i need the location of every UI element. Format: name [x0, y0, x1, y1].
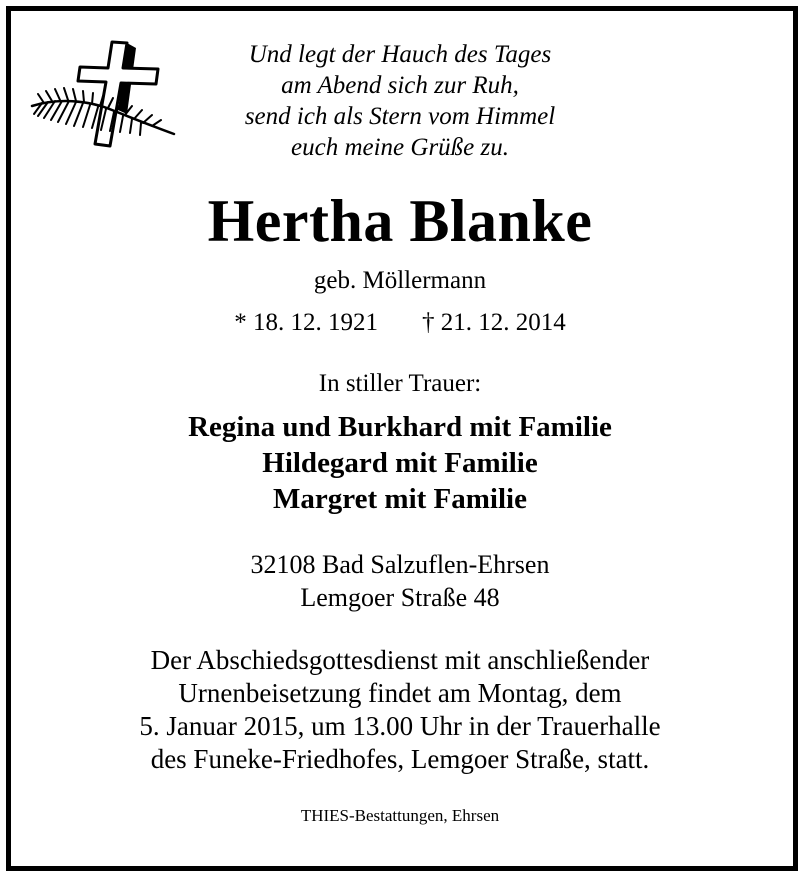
mourner-entry: Hildegard mit Familie: [262, 447, 538, 479]
address: [0, 548, 800, 614]
poem: [190, 39, 610, 163]
mourner-entry: Regina und Burkhard mit Familie: [188, 411, 612, 443]
poem-line: am Abend sich zur Ruh,: [281, 72, 519, 99]
deceased-name: Hertha Blanke: [207, 188, 593, 254]
poem-line: euch meine Grüße zu.: [291, 134, 509, 161]
death-date: † 21. 12. 2014: [422, 309, 566, 336]
poem-line: send ich als Stern vom Himmel: [244, 103, 556, 130]
service-notice-line: 5. Januar 2015, um 13.00 Uhr in der Trauerhalle: [139, 711, 661, 741]
birth-date: * 18. 12. 1921: [234, 309, 378, 336]
service-notice-line: Der Abschiedsgottesdienst mit anschließender: [150, 645, 650, 675]
life-dates: [0, 306, 800, 340]
mourner-entry: Margret mit Familie: [273, 483, 527, 515]
service-notice-line: des Funeke-Friedhofes, Lemgoer Straße, statt.: [150, 744, 650, 774]
address-line: Lemgoer Straße 48: [300, 583, 500, 612]
service-notice-line: Urnenbeisetzung findet am Montag, dem: [178, 678, 622, 708]
address-line: 32108 Bad Salzuflen-Ehrsen: [250, 550, 550, 579]
poem-line: Und legt der Hauch des Tages: [248, 41, 552, 68]
mourning-intro: In stiller Trauer:: [318, 370, 482, 397]
maiden-name: geb. Möllermann: [313, 267, 487, 294]
service-notice: [0, 644, 800, 776]
undertaker: THIES-Bestattungen, Ehrsen: [300, 806, 500, 825]
mourners-list: [0, 409, 800, 517]
cross-with-palm-branch-icon: [28, 40, 178, 150]
